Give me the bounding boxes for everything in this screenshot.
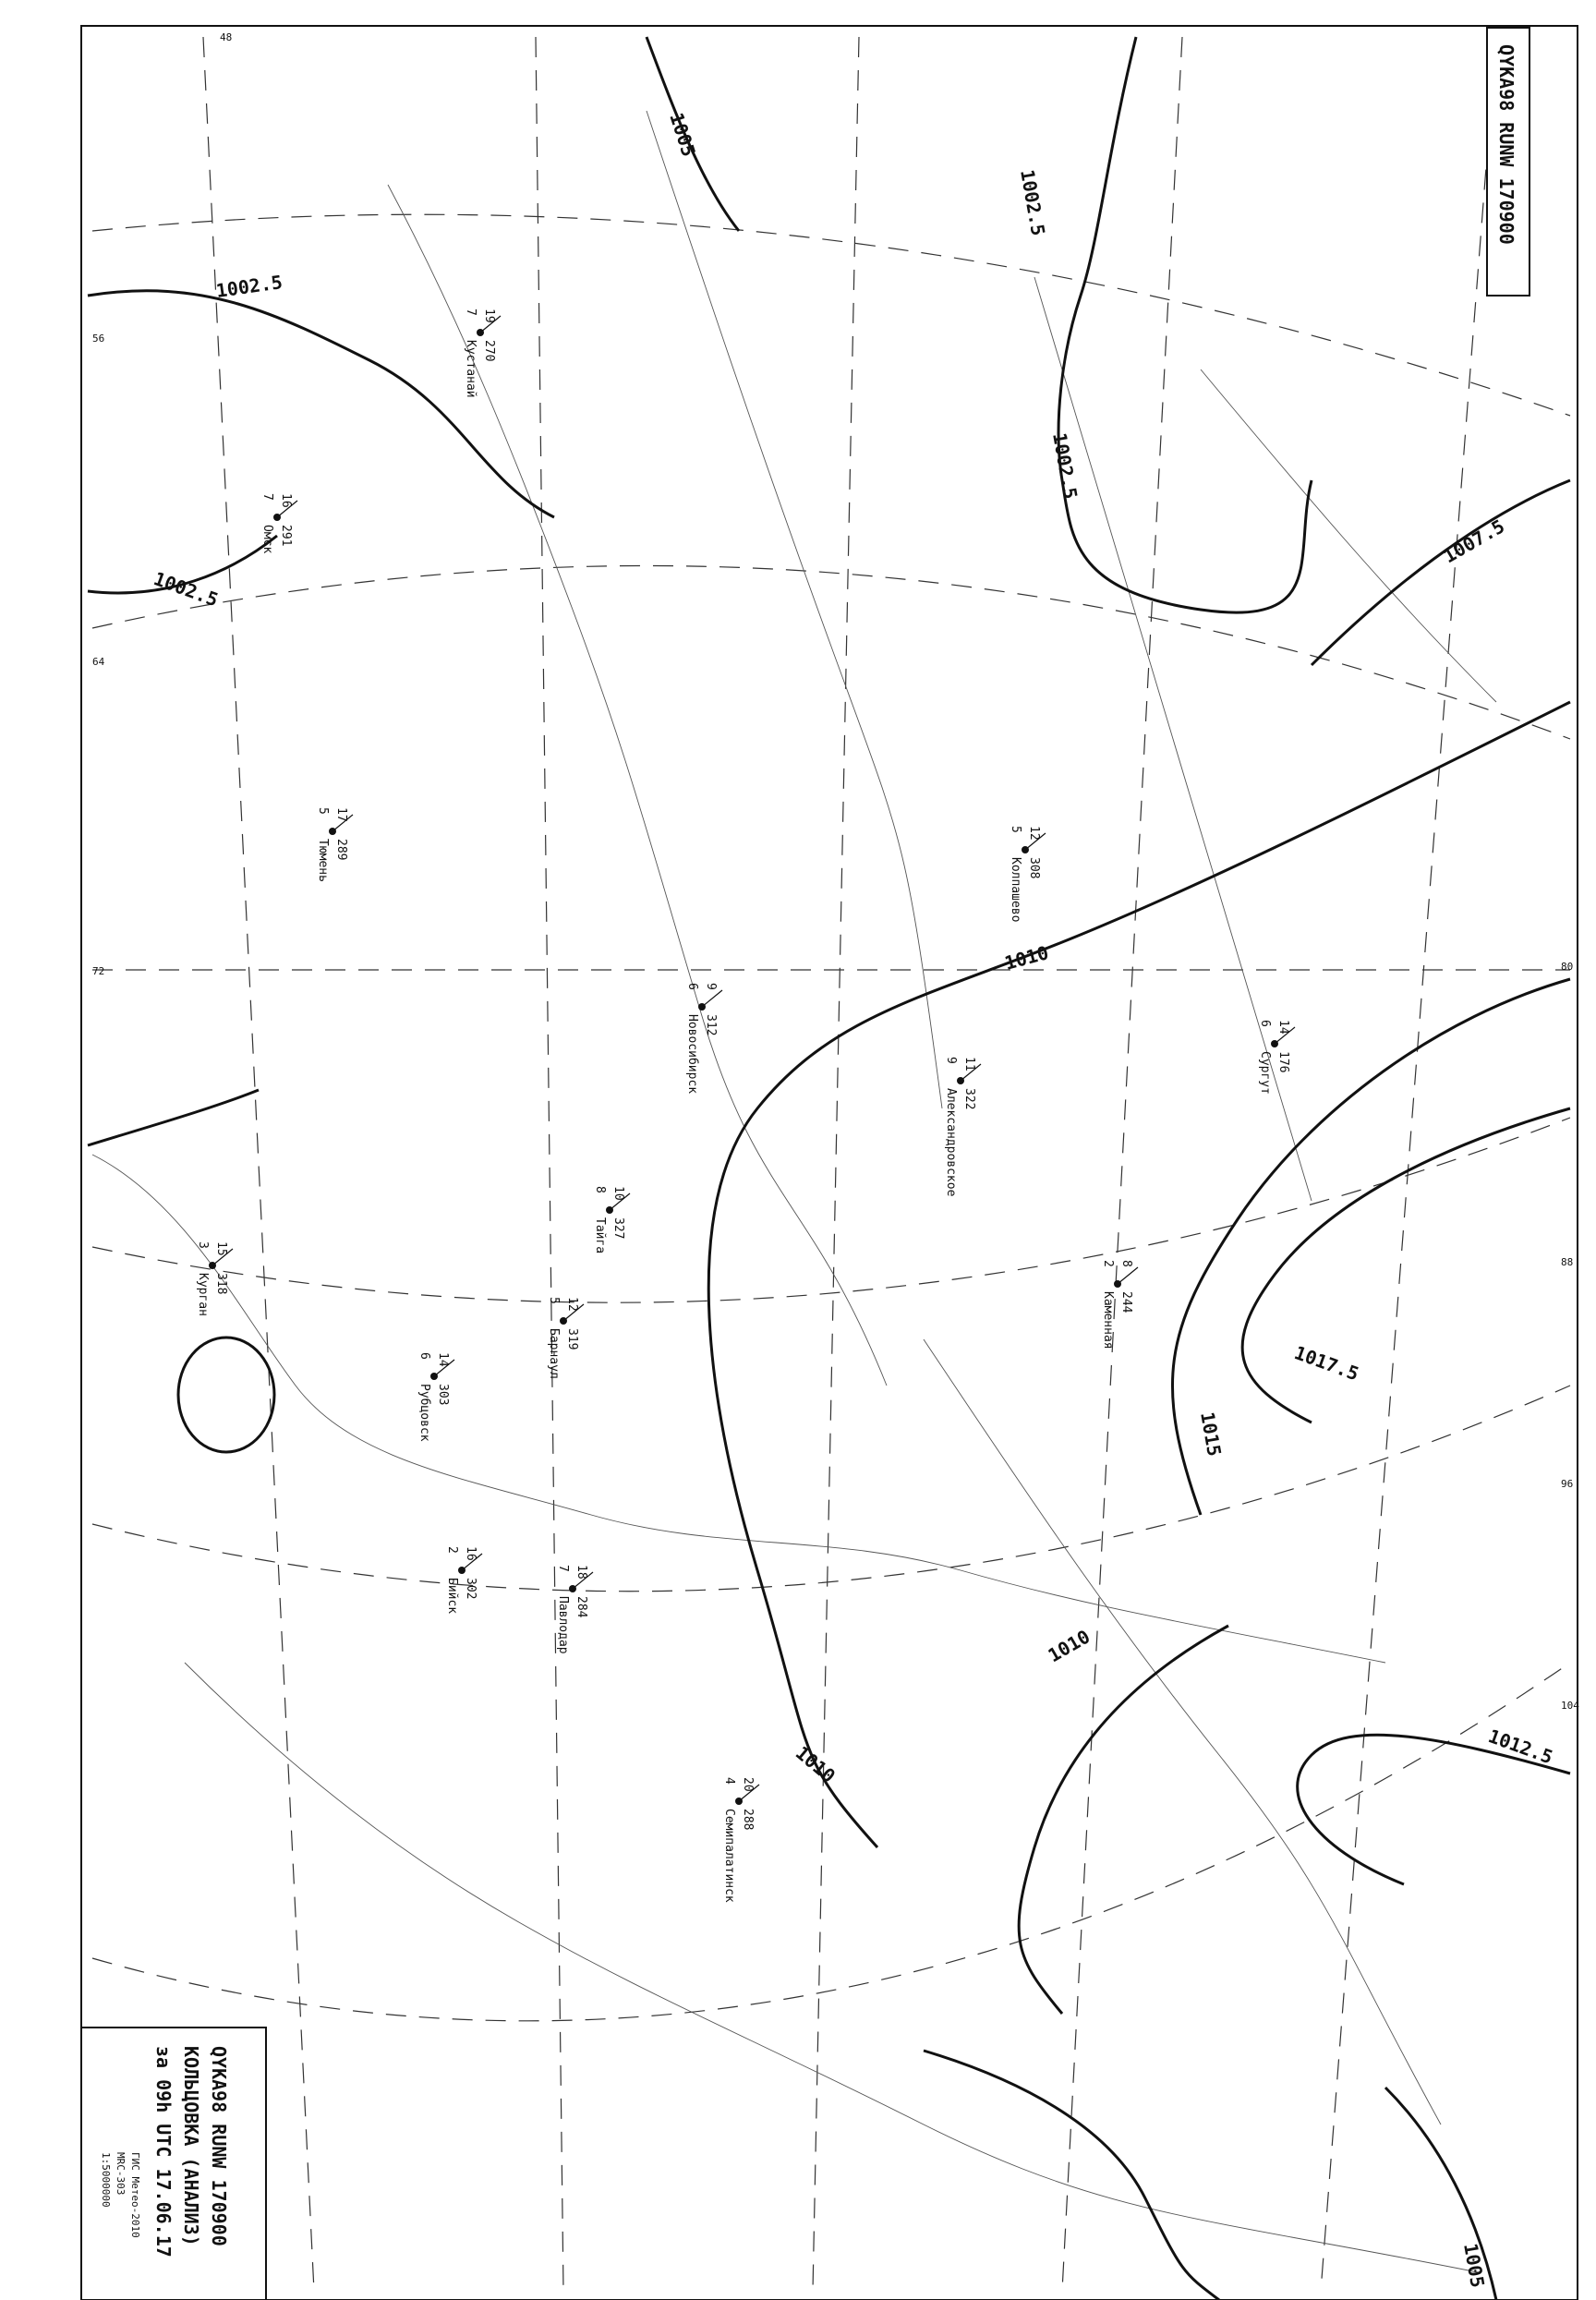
lat-tick-label: 80 (1561, 961, 1574, 973)
station-name: Бийск (445, 1578, 459, 1615)
station-plot (445, 1546, 482, 1614)
station-temperature: 17 (334, 807, 348, 822)
station-pressure: 319 (565, 1328, 579, 1350)
isobar-1010-b (708, 702, 1570, 1847)
isobar-label: 1015 (1196, 1410, 1227, 1459)
station-pressure: 288 (741, 1809, 755, 1831)
station-dewpoint: 4 (722, 1777, 736, 1785)
isobar-label: 1012.5 (1485, 1725, 1556, 1769)
title-time: за 09h UTC 17.06.17 (152, 2046, 175, 2258)
isobar-1002-c (1058, 37, 1312, 612)
station-pressure: 303 (436, 1384, 450, 1406)
isobar-1005-b (924, 2051, 1219, 2300)
title-scale: 1:5000000 (100, 2152, 112, 2208)
lat-tick-label: 88 (1561, 1256, 1574, 1268)
station-temperature: 12 (1027, 826, 1041, 841)
isobar-label: 1002.5 (1048, 430, 1082, 502)
station-pressure: 284 (574, 1596, 588, 1618)
station-pressure: 308 (1027, 857, 1041, 879)
station-name: Новосибирск (685, 1014, 699, 1095)
station-name: Павлодар (556, 1596, 570, 1654)
station-plot (685, 983, 722, 1094)
station-plot (593, 1186, 630, 1253)
lat-tick-label: 64 (92, 656, 105, 668)
isobar-label: 1007.5 (1439, 514, 1509, 568)
isobar-labels (151, 110, 1555, 2289)
station-temperature: 11 (962, 1057, 976, 1071)
station-temperature: 16 (464, 1546, 478, 1561)
station-plot (464, 309, 501, 398)
station-dewpoint: 2 (445, 1546, 459, 1554)
isobars (88, 37, 1570, 2300)
station-name: Омск (260, 525, 274, 554)
station-dewpoint: 7 (464, 309, 478, 316)
station-pressure: 318 (214, 1273, 228, 1295)
station-name: Сургут (1258, 1051, 1272, 1095)
station-temperature: 14 (1276, 1020, 1290, 1035)
isobar-label: 1005 (665, 110, 700, 160)
station-plots (196, 309, 1295, 1903)
title-model: MRC-303 (115, 2152, 127, 2196)
isobar-label: 1002.5 (1016, 167, 1050, 238)
station-name: Тюмень (316, 839, 330, 882)
station-name: Семипалатинск (722, 1809, 736, 1903)
isobar-1010-c (1019, 1626, 1228, 2014)
isobar-label: 1017.5 (1291, 1341, 1362, 1386)
station-plot (722, 1777, 759, 1903)
header-code: QYKA98 RUNW 170900 (1495, 44, 1517, 245)
station-plot (547, 1297, 584, 1379)
station-plot (196, 1241, 233, 1316)
station-pressure: 244 (1119, 1291, 1133, 1313)
station-name: Тайга (593, 1217, 607, 1254)
station-pressure: 322 (962, 1088, 976, 1110)
station-name: Барнаул (547, 1328, 561, 1379)
station-name: Каменная (1101, 1291, 1115, 1350)
title-block (81, 2028, 266, 2300)
station-plot (1009, 826, 1046, 922)
wind-barb (1118, 1267, 1138, 1284)
station-temperature: 18 (574, 1565, 588, 1580)
station-temperature: 15 (214, 1241, 228, 1256)
geography-lines (92, 111, 1496, 2272)
station-plot (944, 1057, 981, 1197)
closed-isobar-low (178, 1338, 274, 1452)
station-name: Курган (196, 1273, 210, 1316)
station-name: Александровское (944, 1088, 958, 1197)
station-plot (417, 1352, 454, 1442)
station-plot (1101, 1260, 1138, 1350)
station-dewpoint: 5 (547, 1297, 561, 1304)
station-name: Колпашево (1009, 857, 1022, 923)
wind-barb (702, 990, 722, 1007)
isobar-label: 1010 (1002, 941, 1051, 974)
station-pressure: 176 (1276, 1051, 1290, 1073)
station-pressure: 291 (279, 525, 293, 547)
isobar-label: 1010 (1044, 1625, 1094, 1667)
isobar-label: 1005 (1459, 2241, 1490, 2290)
latitude-ticks (92, 31, 1579, 1712)
station-pressure: 270 (482, 340, 496, 362)
station-dewpoint: 2 (1101, 1260, 1115, 1267)
station-pressure: 289 (334, 839, 348, 861)
station-temperature: 12 (565, 1297, 579, 1312)
isobar-1010-a (88, 1090, 259, 1145)
station-plot (556, 1565, 593, 1654)
station-temperature: 20 (741, 1777, 755, 1792)
title-code: QYKA98 RUNW 170900 (208, 2046, 230, 2246)
isobar-label: 1010 (791, 1741, 840, 1787)
station-temperature: 8 (1119, 1260, 1133, 1267)
station-dewpoint: 5 (316, 807, 330, 815)
lat-tick-label: 104 (1561, 1700, 1579, 1712)
lat-tick-label: 72 (92, 965, 105, 977)
station-dewpoint: 3 (196, 1241, 210, 1249)
station-dewpoint: 6 (1258, 1020, 1272, 1027)
graticule (92, 37, 1570, 2291)
station-name: Кустанай (464, 340, 478, 398)
isobar-label: 1002.5 (151, 567, 222, 611)
station-pressure: 312 (704, 1014, 718, 1036)
station-temperature: 10 (611, 1186, 625, 1201)
isobar-1002-a (88, 291, 554, 517)
station-temperature: 14 (436, 1352, 450, 1367)
isobar-label: 1002.5 (214, 271, 284, 302)
station-temperature: 19 (482, 309, 496, 323)
station-temperature: 9 (704, 983, 718, 990)
title-name: КОЛЬЦОВКА (АНАЛИЗ) (180, 2046, 202, 2246)
isobar-1015 (1172, 979, 1570, 1515)
station-plot (316, 807, 353, 882)
lat-tick-label: 56 (92, 333, 105, 345)
isobar-1007 (1312, 480, 1570, 665)
title-software: ГИС Метео-2010 (129, 2152, 141, 2238)
station-dewpoint: 7 (260, 493, 274, 501)
station-dewpoint: 5 (1009, 826, 1022, 833)
isobar-1017 (1242, 1108, 1570, 1422)
station-pressure: 327 (611, 1217, 625, 1240)
station-plot (260, 493, 297, 553)
station-dewpoint: 8 (593, 1186, 607, 1193)
station-temperature: 16 (279, 493, 293, 508)
station-name: Рубцовск (417, 1384, 431, 1442)
station-dewpoint: 6 (417, 1352, 431, 1360)
lat-tick-label: 96 (1561, 1478, 1574, 1490)
lat-tick-label: 48 (220, 31, 233, 43)
station-dewpoint: 6 (685, 983, 699, 990)
station-dewpoint: 7 (556, 1565, 570, 1572)
station-dewpoint: 9 (944, 1057, 958, 1064)
header-box (1487, 28, 1530, 296)
station-pressure: 302 (464, 1578, 478, 1600)
